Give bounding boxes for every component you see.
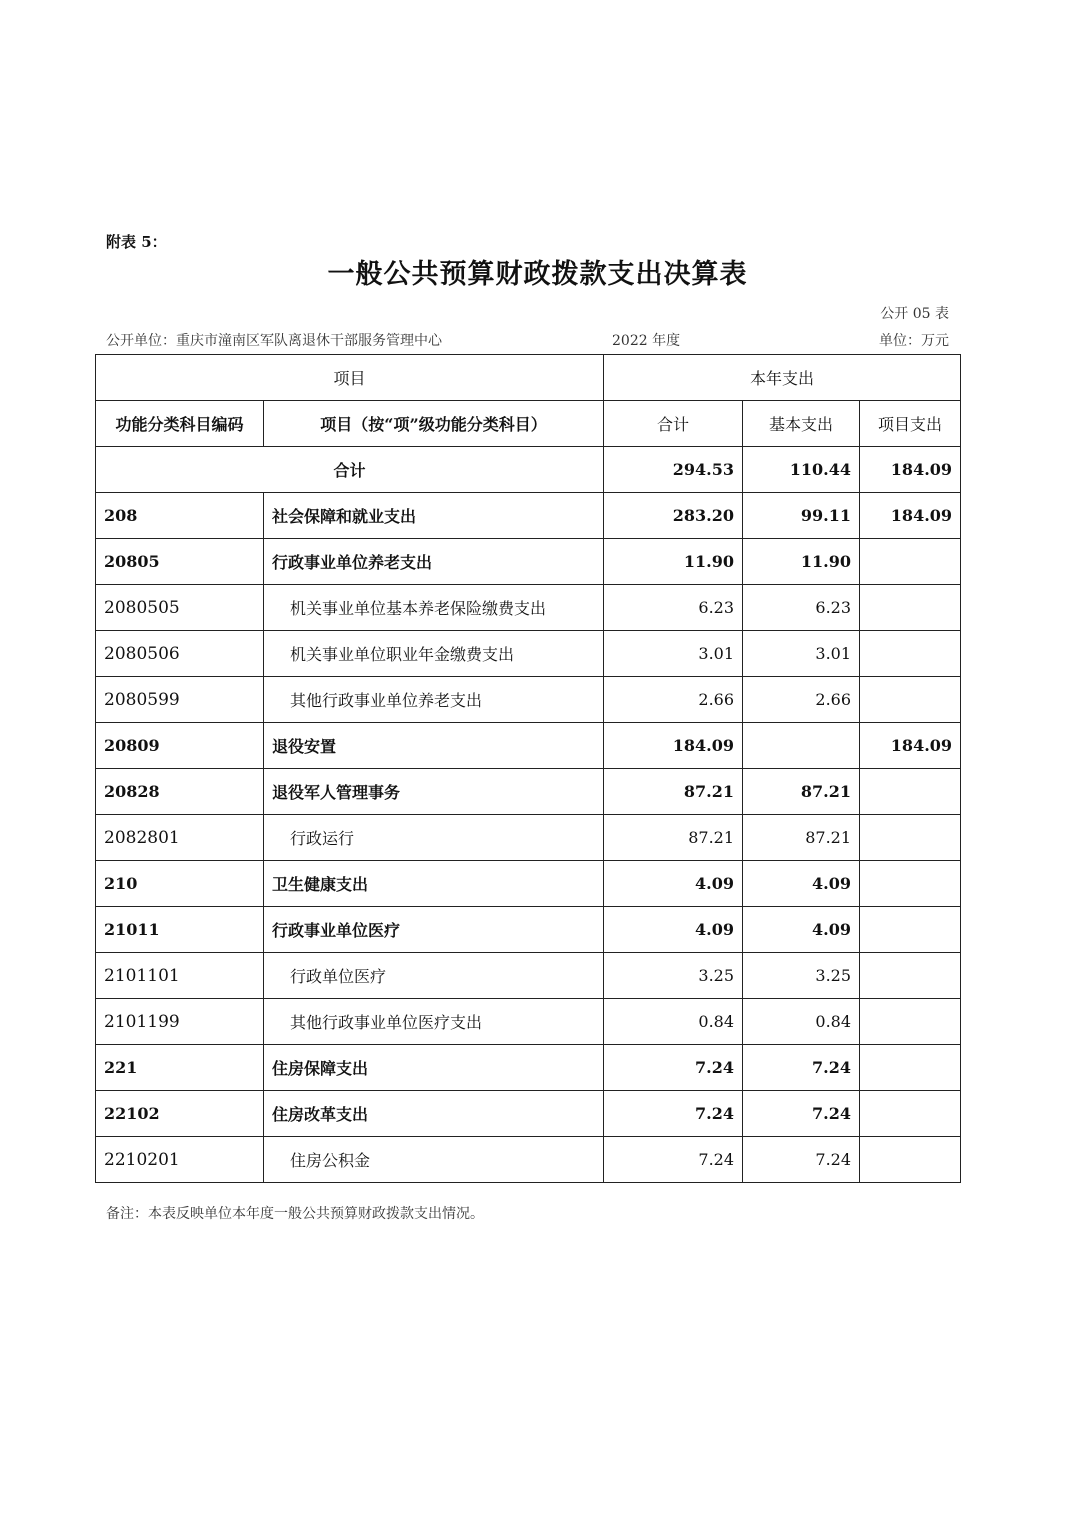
cell-code: 2101199 bbox=[96, 999, 264, 1045]
cell-amount-basic: 99.11 bbox=[743, 493, 860, 539]
cell-code: 20828 bbox=[96, 769, 264, 815]
cell-amount-basic: 87.21 bbox=[743, 815, 860, 861]
total-label: 合计 bbox=[96, 447, 604, 493]
header-basic: 基本支出 bbox=[743, 401, 860, 447]
table-row bbox=[96, 631, 961, 677]
cell-amount-basic: 11.90 bbox=[743, 539, 860, 585]
cell-amount-basic: 7.24 bbox=[743, 1045, 860, 1091]
cell-amount-project bbox=[860, 1137, 961, 1183]
header-total: 合计 bbox=[604, 401, 743, 447]
cell-amount-project bbox=[860, 999, 961, 1045]
cell-name: 其他行政事业单位医疗支出 bbox=[264, 999, 604, 1045]
cell-name: 行政事业单位养老支出 bbox=[264, 539, 604, 585]
cell-amount-total: 4.09 bbox=[604, 907, 743, 953]
cell-amount-total: 11.90 bbox=[604, 539, 743, 585]
table-row bbox=[96, 953, 961, 999]
header-code: 功能分类科目编码 bbox=[96, 401, 264, 447]
cell-name: 社会保障和就业支出 bbox=[264, 493, 604, 539]
table-row bbox=[96, 1045, 961, 1091]
table-row bbox=[96, 1137, 961, 1183]
annex-label: 附表 5： bbox=[106, 233, 167, 251]
footnote: 备注：本表反映单位本年度一般公共预算财政拨款支出情况。 bbox=[106, 1206, 484, 1222]
cell-code: 20805 bbox=[96, 539, 264, 585]
cell-name: 机关事业单位职业年金缴费支出 bbox=[264, 631, 604, 677]
cell-name: 行政运行 bbox=[264, 815, 604, 861]
cell-name: 卫生健康支出 bbox=[264, 861, 604, 907]
cell-amount-total: 87.21 bbox=[604, 815, 743, 861]
header-item: 项目 bbox=[96, 355, 604, 401]
table-row bbox=[96, 1091, 961, 1137]
money-unit: 单位：万元 bbox=[879, 333, 949, 349]
cell-amount-project bbox=[860, 677, 961, 723]
table-row bbox=[96, 769, 961, 815]
cell-amount-total: 6.23 bbox=[604, 585, 743, 631]
cell-amount-basic: 0.84 bbox=[743, 999, 860, 1045]
form-number: 公开 05 表 bbox=[880, 306, 949, 322]
cell-name: 其他行政事业单位养老支出 bbox=[264, 677, 604, 723]
cell-amount-total: 7.24 bbox=[604, 1137, 743, 1183]
table-row bbox=[96, 585, 961, 631]
header-name: 项目（按“项”级功能分类科目） bbox=[264, 401, 604, 447]
cell-amount-basic: 87.21 bbox=[743, 769, 860, 815]
cell-code: 208 bbox=[96, 493, 264, 539]
cell-code: 221 bbox=[96, 1045, 264, 1091]
cell-amount-total: 3.25 bbox=[604, 953, 743, 999]
cell-amount-project bbox=[860, 815, 961, 861]
cell-amount-basic: 6.23 bbox=[743, 585, 860, 631]
cell-amount-project bbox=[860, 1045, 961, 1091]
total-row bbox=[96, 447, 961, 493]
cell-amount-basic: 7.24 bbox=[743, 1091, 860, 1137]
cell-amount-total: 4.09 bbox=[604, 861, 743, 907]
cell-amount-basic: 4.09 bbox=[743, 861, 860, 907]
table-row bbox=[96, 493, 961, 539]
header-row-1 bbox=[96, 355, 961, 401]
total-amount: 294.53 bbox=[604, 447, 743, 493]
cell-amount-basic: 3.01 bbox=[743, 631, 860, 677]
cell-name: 行政单位医疗 bbox=[264, 953, 604, 999]
expenditure-table bbox=[95, 354, 961, 1183]
cell-name: 机关事业单位基本养老保险缴费支出 bbox=[264, 585, 604, 631]
cell-code: 2101101 bbox=[96, 953, 264, 999]
cell-amount-project bbox=[860, 907, 961, 953]
cell-code: 210 bbox=[96, 861, 264, 907]
cell-amount-project: 184.09 bbox=[860, 493, 961, 539]
cell-name: 住房保障支出 bbox=[264, 1045, 604, 1091]
cell-amount-basic: 2.66 bbox=[743, 677, 860, 723]
cell-amount-basic: 4.09 bbox=[743, 907, 860, 953]
cell-name: 退役安置 bbox=[264, 723, 604, 769]
table-row bbox=[96, 999, 961, 1045]
cell-amount-project bbox=[860, 861, 961, 907]
page-title: 一般公共预算财政拨款支出决算表 bbox=[327, 259, 748, 290]
cell-code: 20809 bbox=[96, 723, 264, 769]
table-row bbox=[96, 861, 961, 907]
cell-code: 2080505 bbox=[96, 585, 264, 631]
cell-code: 2080506 bbox=[96, 631, 264, 677]
table-row bbox=[96, 907, 961, 953]
table-row bbox=[96, 539, 961, 585]
cell-code: 2082801 bbox=[96, 815, 264, 861]
fiscal-year: 2022 年度 bbox=[612, 333, 681, 349]
cell-amount-total: 2.66 bbox=[604, 677, 743, 723]
cell-name: 行政事业单位医疗 bbox=[264, 907, 604, 953]
cell-amount-total: 0.84 bbox=[604, 999, 743, 1045]
header-row-2 bbox=[96, 401, 961, 447]
publishing-unit: 公开单位：重庆市潼南区军队离退休干部服务管理中心 bbox=[106, 333, 442, 349]
cell-code: 2080599 bbox=[96, 677, 264, 723]
cell-amount-project bbox=[860, 953, 961, 999]
cell-amount-total: 7.24 bbox=[604, 1091, 743, 1137]
cell-name: 住房改革支出 bbox=[264, 1091, 604, 1137]
cell-amount-basic bbox=[743, 723, 860, 769]
cell-amount-total: 283.20 bbox=[604, 493, 743, 539]
table-row bbox=[96, 723, 961, 769]
cell-amount-project bbox=[860, 585, 961, 631]
cell-amount-project bbox=[860, 631, 961, 677]
table-row bbox=[96, 815, 961, 861]
cell-amount-total: 87.21 bbox=[604, 769, 743, 815]
cell-amount-project: 184.09 bbox=[860, 723, 961, 769]
total-basic: 110.44 bbox=[743, 447, 860, 493]
header-project: 项目支出 bbox=[860, 401, 961, 447]
table-row bbox=[96, 677, 961, 723]
total-project: 184.09 bbox=[860, 447, 961, 493]
cell-amount-total: 184.09 bbox=[604, 723, 743, 769]
cell-amount-basic: 3.25 bbox=[743, 953, 860, 999]
cell-amount-basic: 7.24 bbox=[743, 1137, 860, 1183]
cell-amount-project bbox=[860, 1091, 961, 1137]
cell-name: 退役军人管理事务 bbox=[264, 769, 604, 815]
cell-amount-total: 7.24 bbox=[604, 1045, 743, 1091]
cell-name: 住房公积金 bbox=[264, 1137, 604, 1183]
header-current-year: 本年支出 bbox=[604, 355, 961, 401]
cell-amount-total: 3.01 bbox=[604, 631, 743, 677]
cell-code: 2210201 bbox=[96, 1137, 264, 1183]
cell-code: 21011 bbox=[96, 907, 264, 953]
cell-code: 22102 bbox=[96, 1091, 264, 1137]
cell-amount-project bbox=[860, 769, 961, 815]
cell-amount-project bbox=[860, 539, 961, 585]
